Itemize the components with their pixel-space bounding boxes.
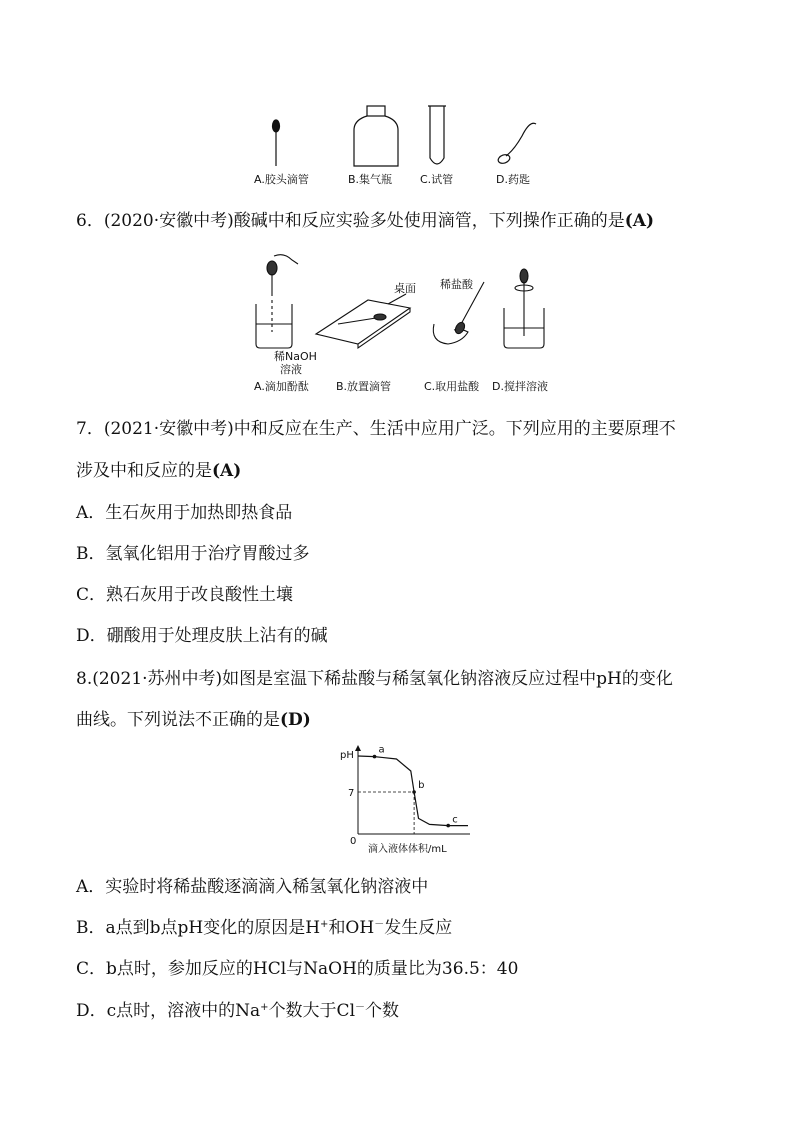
answer-key: (D) <box>280 710 311 730</box>
question-8-stem-line1 <box>76 668 673 690</box>
x-axis-label: 滴入液体体积/mL <box>368 844 447 855</box>
question-text: 曲线。下列说法不正确的是 <box>76 710 280 730</box>
superscript: + <box>260 1002 269 1013</box>
option-text: D．c点时，溶液中的Na <box>76 1001 261 1021</box>
question-text: 如图是室温下稀盐酸与稀氢氧化钠溶液反应过程中pH的变化 <box>222 669 673 689</box>
q8-option-a: A．实验时将稀盐酸逐滴滴入稀氢氧化钠溶液中 <box>76 877 429 897</box>
answer-key: (A) <box>624 211 655 231</box>
point-c-label: c <box>452 814 458 826</box>
q7-option-a: A．生石灰用于加热即热食品 <box>76 503 293 523</box>
option-text: 个数大于Cl <box>268 1001 356 1021</box>
question-8-stem-line2 <box>76 709 311 731</box>
point-a-label: a <box>378 744 385 756</box>
gas-jar-icon <box>354 106 398 166</box>
q7-option-d: D．硼酸用于处理皮肤上沾有的碱 <box>76 626 328 646</box>
option-text: 个数 <box>365 1001 400 1021</box>
question-number: 7． <box>76 419 104 439</box>
question-6-stem <box>76 210 654 232</box>
instrument-label-b: B.集气瓶 <box>348 173 393 186</box>
superscript: － <box>374 919 385 930</box>
point-b <box>412 780 424 794</box>
dropper-operations-figure <box>248 252 558 397</box>
spoon-icon <box>497 123 536 165</box>
question-text: 酸碱中和反应实验多处使用滴管，下列操作正确的是 <box>233 211 625 231</box>
desk-dropper-icon <box>316 294 410 348</box>
desk-label: 桌面 <box>394 282 416 295</box>
naoh-label-line2: 溶液 <box>280 363 302 376</box>
question-source: (2021·安徽中考) <box>103 419 234 439</box>
q8-option-d <box>76 1000 399 1022</box>
operation-label-a: A.滴加酚酞 <box>254 380 309 393</box>
question-text: 中和反应在生产、生活中应用广泛。下列应用的主要原理不 <box>233 419 676 439</box>
ph-curve-chart <box>330 742 480 860</box>
answer-key: (A) <box>212 461 242 481</box>
option-text: 和OH <box>328 918 375 938</box>
test-tube-icon <box>428 106 446 164</box>
instrument-label-a: A.胶头滴管 <box>254 173 309 186</box>
question-number: 6． <box>76 211 104 231</box>
superscript: + <box>320 919 329 930</box>
operation-label-c: C.取用盐酸 <box>424 380 480 393</box>
beaker-stir-icon <box>504 269 544 348</box>
question-text: 涉及中和反应的是 <box>76 461 212 481</box>
naoh-label-line1: 稀NaOH <box>274 350 317 363</box>
operation-label-d: D.搅拌溶液 <box>492 380 548 393</box>
superscript: － <box>355 1002 366 1013</box>
beaker-dropper-icon <box>256 255 298 348</box>
origin-label: 0 <box>350 836 357 847</box>
hand-dropper-icon <box>433 282 484 344</box>
point-b-label: b <box>418 780 425 791</box>
hcl-label: 稀盐酸 <box>440 278 473 291</box>
question-number: 8. <box>76 669 93 689</box>
point-a <box>373 745 385 759</box>
option-text: 发生反应 <box>384 918 453 938</box>
question-7-stem-line2 <box>76 460 241 482</box>
instrument-label-d: D.药匙 <box>496 173 530 186</box>
operation-label-b: B.放置滴管 <box>336 380 392 393</box>
dropper-icon <box>273 120 280 166</box>
q7-option-b: B．氢氧化铝用于治疗胃酸过多 <box>76 544 310 564</box>
instrument-label-c: C.试管 <box>420 173 454 186</box>
reference-tick-label: 7 <box>348 788 355 799</box>
q8-option-c: C．b点时，参加反应的HCl与NaOH的质量比为36.5：40 <box>76 959 519 979</box>
y-axis-label: pH <box>340 750 354 761</box>
question-7-stem-line1 <box>76 418 676 440</box>
question-source: (2020·安徽中考) <box>103 211 234 231</box>
instruments-figure <box>240 96 560 192</box>
q7-option-c: C．熟石灰用于改良酸性土壤 <box>76 585 294 605</box>
question-source: (2021·苏州中考) <box>92 669 223 689</box>
point-c <box>446 815 457 828</box>
q8-option-b <box>76 917 452 939</box>
option-text: B．a点到b点pH变化的原因是H <box>76 918 321 938</box>
